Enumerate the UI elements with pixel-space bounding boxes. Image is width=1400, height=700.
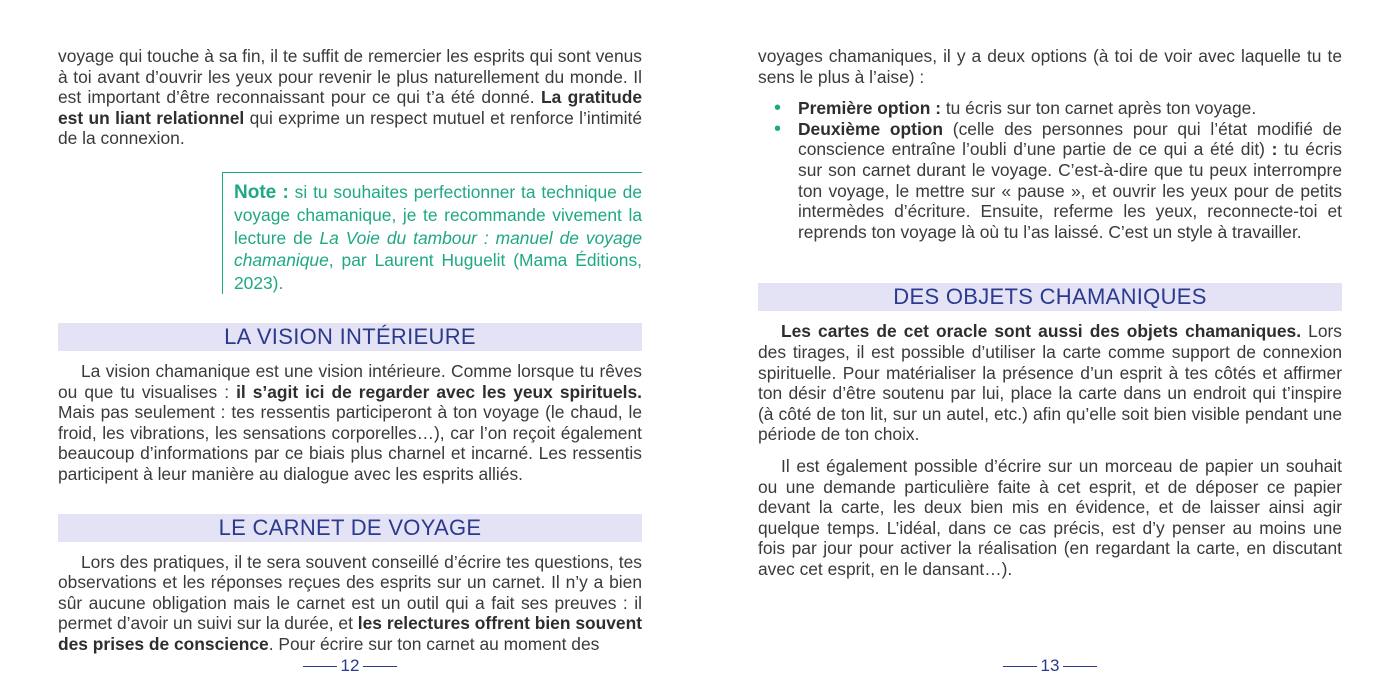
divider <box>303 666 337 667</box>
book-title: La Voie du tambour : manuel de voyage chamanique <box>234 227 642 271</box>
body-paragraph: voyage qui touche à sa fin, il te suffit de remercier les esprits qui sont venus à toi avant d’ouvrir les yeux pour revenir le plus naturellement du monde. Il est important d’être reconnaissant pour ce qui t’a été donné. La gratitude est un liant relationnel qui exprime un respect mutuel et renforce l’intimité de la connexion. <box>58 46 642 149</box>
section-heading: LA VISION INTÉRIEURE <box>58 323 642 351</box>
body-paragraph: Il est également possible d’écrire sur un morceau de papier un souhait ou une demande particulière faite à cet esprit, et de déposer ce papier devant la carte, les deux bien mis en évidence, et de laisser ainsi agir quelque temps. L’idéal, dans ce cas précis, est d’y penser au moins une fois par jour pour activer la réalisation (en regardant la carte, en discutant avec cet esprit, en le dansant…). <box>758 455 1342 579</box>
body-paragraph: voyages chamaniques, il y a deux options (à toi de voir avec laquelle tu te sens le plus à l’aise) : <box>758 46 1342 87</box>
bold-emphasis: Les cartes de cet oracle sont aussi des objets chamaniques. <box>781 321 1302 342</box>
body-paragraph: Lors des pratiques, il te sera souvent conseillé d’écrire tes questions, tes observations et les réponses reçues des esprits sur un carnet. Il n’y a bien sûr aucune obligation mais le carnet est un outil qui a fait ses preuves : il permet d’avoir un suivi sur la durée, et les relectures offrent bien souvent des prises de conscience. Pour écrire sur ton carnet au moment des <box>58 551 642 654</box>
note-box: Note : si tu souhaites perfectionner ta technique de voyage chamanique, je te recommande vivement la lecture de La Voie du tambour : manuel de voyage chamanique, par Laurent Huguelit (Mama Éditions, 2023). <box>222 172 642 294</box>
divider <box>1063 666 1097 667</box>
bullet-icon: • <box>774 97 782 120</box>
divider <box>1003 666 1037 667</box>
bold-emphasis: il s’agit ici de regarder avec les yeux spirituels. <box>236 381 642 402</box>
body-paragraph: La vision chamanique est une vision intérieure. Comme lorsque tu rêves ou que tu visualises : il s’agit ici de regarder avec les yeux spirituels. Mais pas seulement : tes ressentis participeront à ton voyage (le chaud, le froid, les vibrations, les sensations corporelles…), car l’on reçoit également beaucoup d’informations par ce biais plus charnel et incarné. Les ressentis participent à leur manière au dialogue avec les esprits alliés. <box>58 361 642 484</box>
list-item: • Deuxième option (celle des personnes pour qui l’état modifié de conscience entraîne l’oubli d’une partie de ce qui a été dit) : tu écris sur son carnet durant le voyage. C’est-à-dire que tu peux interrompre ton voyage, le mettre sur « pause », et ouvrir les yeux pour de petits intermèdes d’écriture. Ensuite, referme les yeux, reconnecte-toi et reprends ton voyage là où tu l’as laissé. C’est un style à travailler. <box>774 117 1342 242</box>
bold-emphasis: les relectures offrent bien souvent des prises de conscience <box>58 613 642 654</box>
options-list <box>758 98 1342 242</box>
left-page <box>58 46 642 655</box>
bullet-icon: • <box>774 117 782 140</box>
section-heading: LE CARNET DE VOYAGE <box>58 514 642 542</box>
page-number-right: 13 <box>990 655 1110 677</box>
section-heading: DES OBJETS CHAMANIQUES <box>758 283 1342 311</box>
list-item: • Première option : tu écris sur ton carnet après ton voyage. <box>774 97 1257 120</box>
right-page <box>758 46 1342 579</box>
note-title: Note : <box>234 181 289 203</box>
page-number-left: 12 <box>290 655 410 677</box>
divider <box>363 666 397 667</box>
body-paragraph: Les cartes de cet oracle sont aussi des objets chamaniques. Lors des tirages, il est possible d’utiliser la carte comme support de connexion spirituelle. Pour matérialiser la présence d’un esprit à tes côtés et affirmer ton désir d’être soutenu par lui, place la carte dans un endroit qui t’inspire (à côté de ton lit, sur un autel, etc.) afin qu’elle soit bien visible pendant une période de ton choix. <box>758 321 1343 445</box>
bold-emphasis: La gratitude est un liant relationnel <box>58 87 642 128</box>
